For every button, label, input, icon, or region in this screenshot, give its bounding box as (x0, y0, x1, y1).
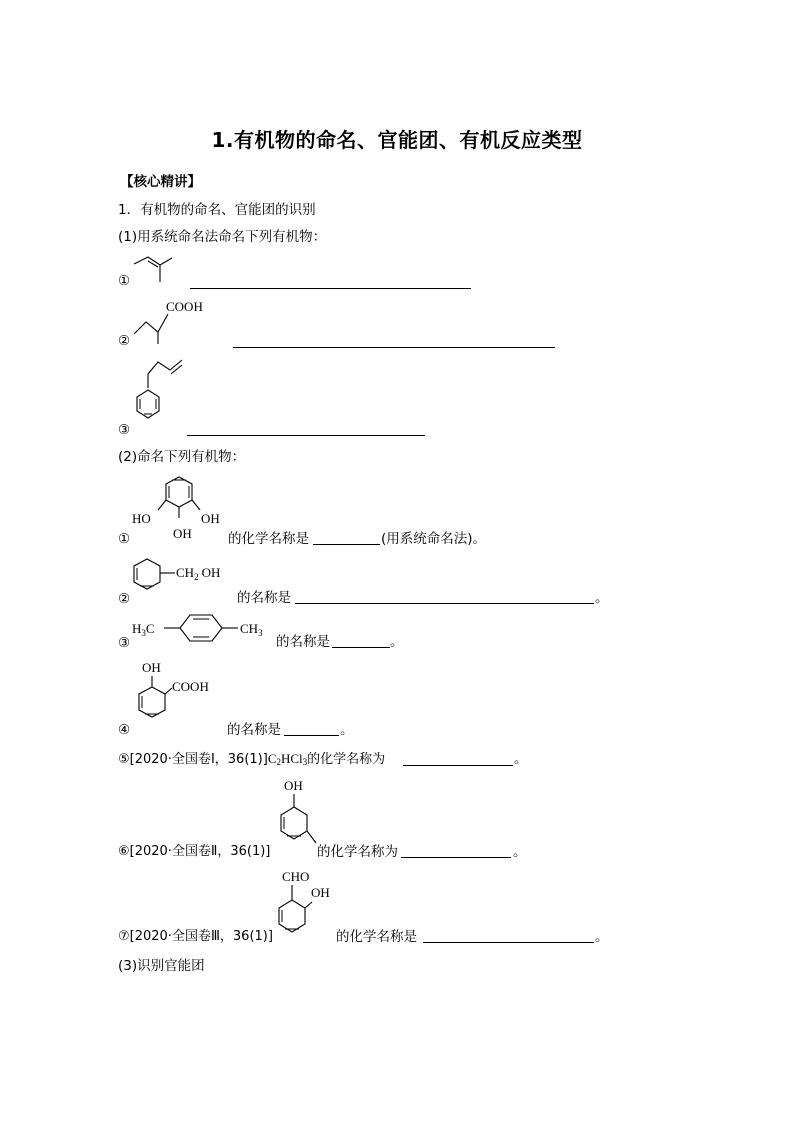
item5-text-a: 的化学名称为 (307, 752, 386, 767)
item2-text-b: 。 (595, 590, 609, 606)
structure-benzyl-alcohol (130, 556, 240, 598)
answer-blank-2[interactable] (233, 347, 555, 348)
answer-blank-10[interactable] (423, 942, 594, 943)
ch2oh-label: $CH_2$ OH (176, 565, 221, 582)
page-title: 1.有机物的命名、官能团、有机反应类型 (211, 128, 583, 152)
part2-item2-number: ② (118, 591, 131, 607)
structure-benzenetriol (128, 474, 233, 544)
structure-salicylic-acid (130, 656, 230, 734)
part1-item2-number: ② (118, 333, 131, 349)
cho-label: CHO (282, 869, 310, 884)
oh-bottom-label: OH (173, 526, 192, 541)
part2-item1-number: ① (118, 531, 131, 547)
cooh-label-2: COOH (172, 679, 209, 694)
structure-2-methyl-2-butene (130, 252, 180, 288)
part2-item7-prefix: ⑦[2020·全国卷Ⅲ，36(1)] (118, 929, 273, 944)
part2-item5 (118, 750, 385, 769)
structure-4-phenyl-1-butene (130, 356, 190, 440)
oh-right-label: OH (201, 511, 220, 526)
part3-heading: (3)识别官能团 (118, 958, 205, 974)
item3-text-b: 。 (390, 634, 404, 650)
item7-text-a: 的化学名称是 (336, 929, 417, 945)
answer-blank-6[interactable] (332, 647, 390, 648)
part1-item3-number: ③ (118, 422, 131, 438)
oh-label: OH (142, 660, 161, 675)
part1-heading: (1)用系统命名法命名下列有机物： (118, 229, 327, 245)
item4-text-b: 。 (340, 722, 354, 738)
oh-label-7: OH (311, 885, 330, 900)
part2-heading: (2)命名下列有机物： (118, 449, 246, 465)
cooh-label: COOH (166, 299, 203, 314)
answer-blank-7[interactable] (284, 735, 339, 736)
answer-blank-1[interactable] (190, 288, 471, 289)
item6-text-a: 的化学名称为 (317, 844, 398, 860)
answer-blank-5[interactable] (295, 603, 594, 604)
item1-text-a: 的化学名称是 (228, 531, 309, 547)
item4-text-a: 的名称是 (227, 722, 281, 738)
part2-item4-number: ④ (118, 722, 131, 738)
h3c-label: $H_3C$ (132, 621, 155, 638)
item6-text-b: 。 (513, 844, 527, 860)
item3-text-a: 的名称是 (276, 634, 330, 650)
item5-formula: $C_2HCl_3$ (267, 751, 308, 767)
answer-blank-8[interactable] (403, 765, 513, 766)
answer-blank-9[interactable] (401, 857, 511, 858)
item5-text-b: 。 (514, 751, 528, 767)
answer-blank-3[interactable] (187, 435, 425, 436)
ch3-label: $CH_3$ (240, 621, 263, 638)
section-header: 【核心精讲】 (120, 174, 201, 190)
part2-item6-prefix: ⑥[2020·全国卷Ⅱ，36(1)] (118, 844, 271, 859)
answer-blank-4[interactable] (313, 544, 380, 545)
structure-m-cresol (270, 775, 320, 863)
item2-text-a: 的名称是 (237, 590, 291, 606)
structure-salicylaldehyde (268, 866, 343, 946)
item5-prefix: ⑤[2020·全国卷Ⅰ，36(1)] (118, 752, 268, 767)
sub-heading: 1．有机物的命名、官能团的识别 (118, 202, 316, 218)
structure-p-xylene (132, 611, 277, 647)
oh-label-6: OH (284, 778, 303, 793)
item7-text-b: 。 (595, 929, 609, 945)
structure-2-methylbutanoic-acid (130, 296, 225, 346)
part2-item3-number: ③ (118, 635, 131, 651)
part1-item1-number: ① (118, 273, 131, 289)
oh-left-label: HO (132, 511, 151, 526)
item1-text-b: (用系统命名法)。 (381, 531, 487, 547)
